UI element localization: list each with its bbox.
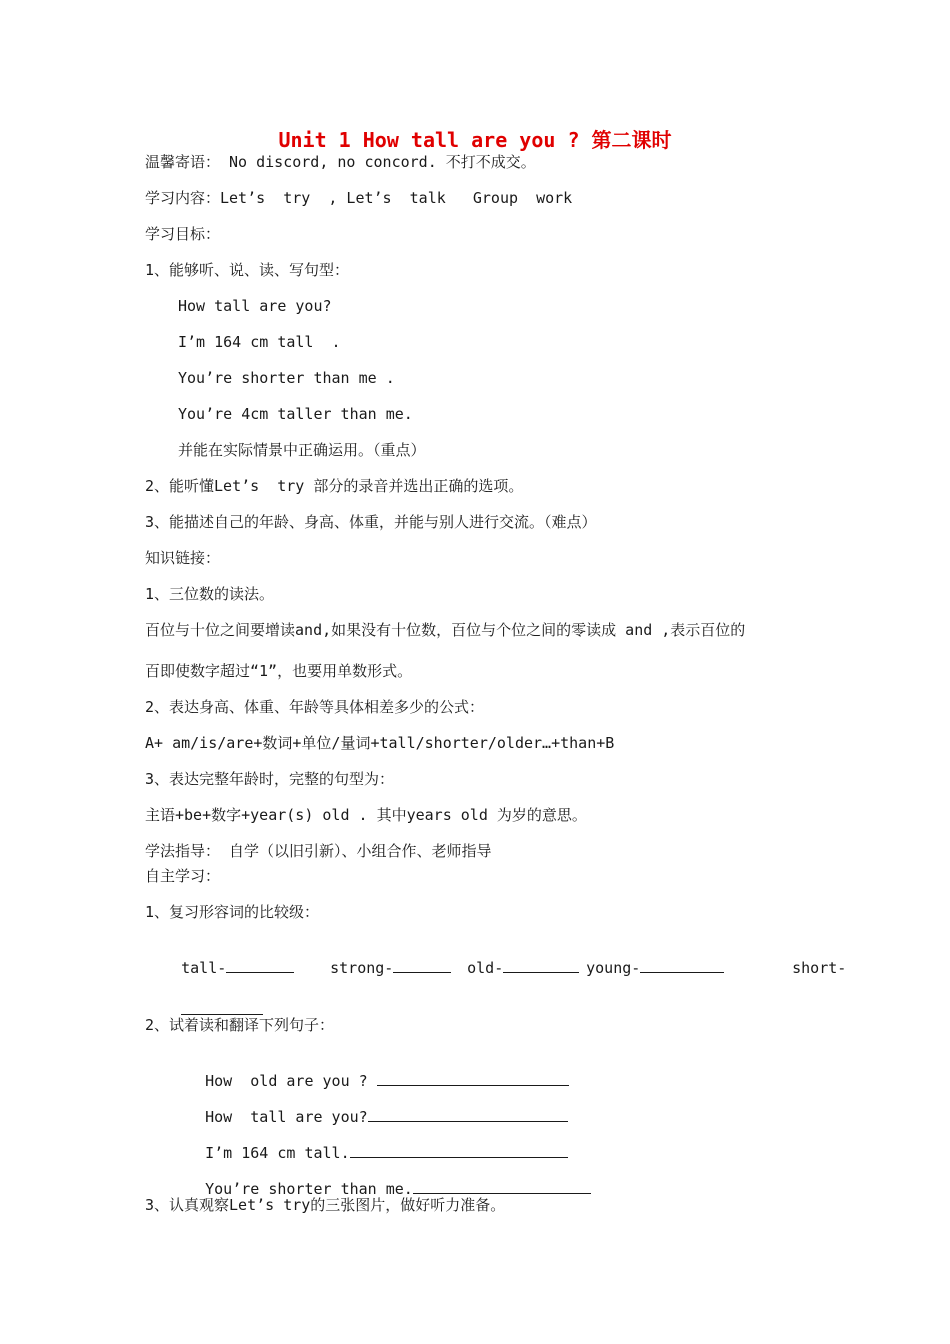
comparative-young	[550, 938, 724, 998]
knowledge-item-2: 2、表达身高、体重、年龄等具体相差多少的公式：	[145, 698, 485, 716]
comparative-strong-label: strong-	[330, 959, 394, 977]
translate-sentence-2-text: How tall are you?	[205, 1108, 368, 1126]
knowledge-item-3: 3、表达完整年龄时，完整的句型为：	[145, 770, 395, 788]
knowledge-item-1: 1、三位数的读法。	[145, 585, 275, 603]
translate-sentence-1-text: How old are you ?	[205, 1072, 368, 1090]
task-2: 2、试着读和翻译下列句子：	[145, 1016, 335, 1034]
study-method: 学法指导： 自学（以旧引新）、小组合作、老师指导	[145, 842, 492, 860]
pattern-usage-note: 并能在实际情景中正确运用。（重点）	[178, 441, 426, 459]
sentence-pattern-1: How tall are you?	[178, 297, 332, 315]
comparative-tall-blank[interactable]	[226, 958, 294, 973]
objective-1: 1、能够听、说、读、写句型：	[145, 261, 350, 279]
comparative-short-label: short-	[792, 959, 847, 977]
knowledge-2-formula: A+ am/is/are+数词+单位/量词+tall/shorter/older…+than+B	[145, 734, 615, 752]
comparative-strong	[294, 938, 451, 998]
page-title: Unit 1 How tall are you ? 第二课时	[278, 128, 672, 152]
self-study-heading: 自主学习：	[145, 867, 221, 885]
learning-content: 学习内容：Let’s try , Let’s talk Group work	[145, 189, 573, 207]
sentence-pattern-3: You’re shorter than me .	[178, 369, 395, 387]
knowledge-heading: 知识链接：	[145, 549, 221, 567]
comparative-short	[756, 938, 846, 998]
comparative-young-label: young-	[586, 959, 641, 977]
knowledge-1-explanation-cont: 百即使数字超过“1”，也要用单数形式。	[145, 662, 413, 680]
knowledge-3-formula: 主语+be+数字+year(s) old . 其中years old 为岁的意思。	[145, 806, 587, 824]
translate-sentence-4-blank[interactable]	[413, 1179, 591, 1194]
translate-sentence-3-text: I’m 164 cm tall.	[205, 1144, 350, 1162]
sentence-pattern-4: You’re 4cm taller than me.	[178, 405, 413, 423]
objective-2: 2、能听懂Let’s try 部分的录音并选出正确的选项。	[145, 477, 524, 495]
objectives-heading: 学习目标：	[145, 225, 221, 243]
comparative-old-label: old-	[467, 959, 504, 977]
translate-sentence-2-blank[interactable]	[368, 1107, 568, 1122]
comparative-tall-label: tall-	[181, 959, 227, 977]
objective-3: 3、能描述自己的年龄、身高、体重，并能与别人进行交流。（难点）	[145, 513, 597, 531]
task-3: 3、认真观察Let’s try的三张图片，做好听力准备。	[145, 1196, 506, 1214]
motto: 温馨寄语： No discord, no concord. 不打不成交。	[145, 153, 536, 171]
sentence-pattern-2: I’m 164 cm tall .	[178, 333, 341, 351]
task-1: 1、复习形容词的比较级：	[145, 903, 320, 921]
comparative-short-blank[interactable]	[181, 1000, 263, 1015]
comparative-young-blank[interactable]	[640, 958, 724, 973]
translate-sentence-1-blank[interactable]	[377, 1071, 569, 1086]
translate-sentence-3-blank[interactable]	[350, 1143, 568, 1158]
knowledge-1-explanation: 百位与十位之间要增读and,如果没有十位数，百位与个位之间的零读成 and ,表示百位的	[145, 621, 746, 639]
translate-sentence-4-text: You’re shorter than me.	[205, 1180, 413, 1198]
